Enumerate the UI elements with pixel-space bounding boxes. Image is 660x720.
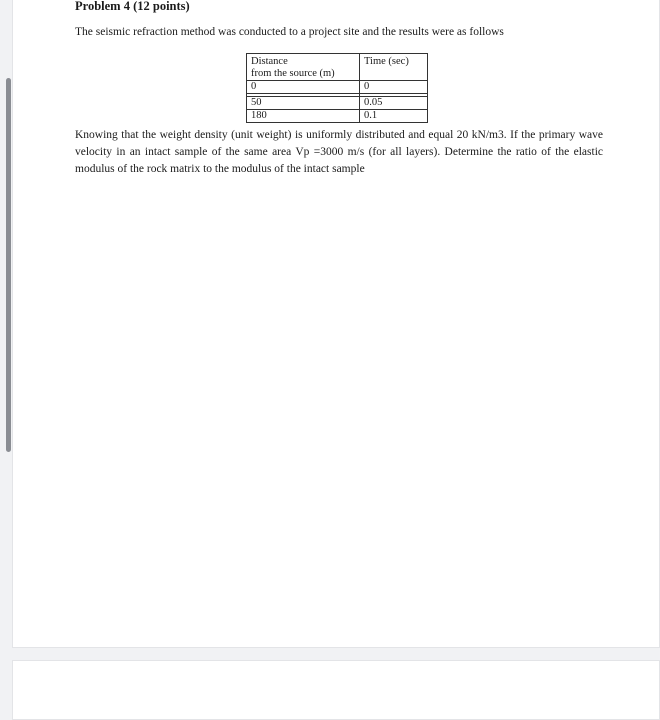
scrollbar[interactable]: [6, 78, 11, 452]
problem-intro: The seismic refraction method was conducted to a project site and the results were as follows: [75, 26, 504, 38]
problem-title: Problem 4 (12 points): [75, 0, 190, 13]
time-cell: 0: [360, 81, 428, 94]
results-table: [246, 53, 428, 123]
time-cell: 0.05: [360, 97, 428, 110]
distance-cell: 50: [247, 97, 360, 110]
problem-body: Knowing that the weight density (unit weight) is uniformly distributed and equal 20 kN/m3. If the primary wave velocity in an intact sample of the same area Vp =3000 m/s (for all layers). Determine the ratio of the elastic modulus of the rock matrix to the modulus of the intact sample: [75, 129, 603, 175]
time-header: Time (sec): [360, 54, 428, 81]
next-page: [12, 660, 660, 720]
table-header-row: [247, 54, 428, 81]
distance-cell: 0: [247, 81, 360, 94]
distance-cell: 180: [247, 110, 360, 123]
document-page: [12, 0, 660, 648]
distance-header-line2: from the source (m): [251, 68, 335, 79]
distance-header-line1: Distance: [251, 56, 288, 67]
distance-header: [247, 54, 360, 81]
table-row: [247, 97, 428, 110]
time-cell: 0.1: [360, 110, 428, 123]
table-row: [247, 81, 428, 94]
table-row: [247, 110, 428, 123]
